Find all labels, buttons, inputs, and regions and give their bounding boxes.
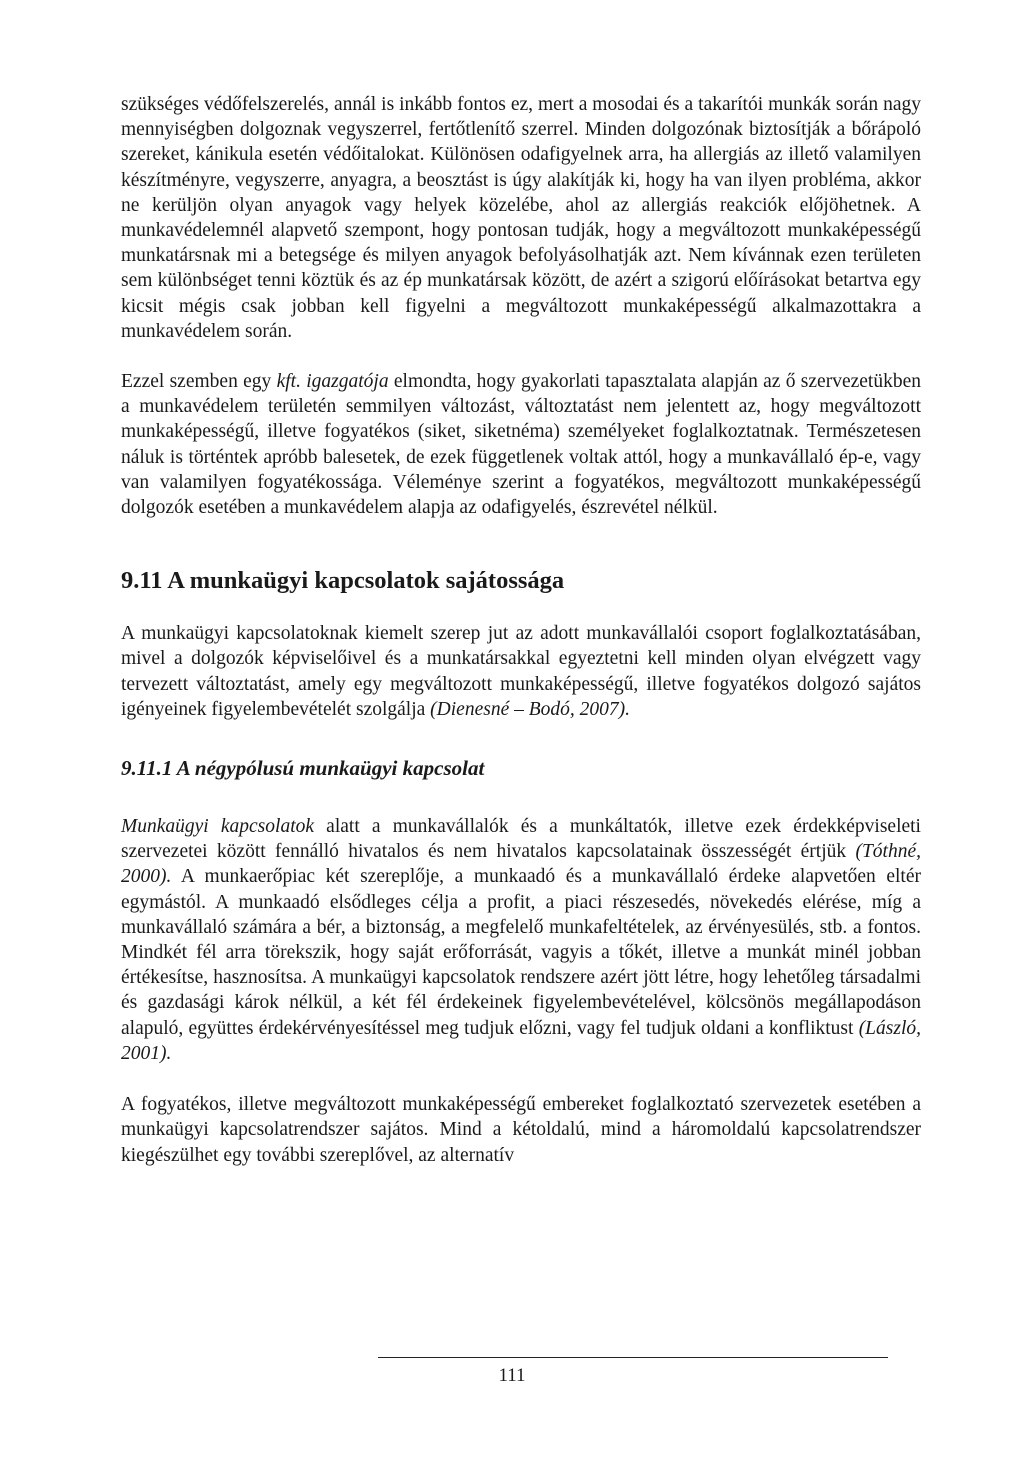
paragraph-definition	[121, 814, 921, 1066]
section-heading: 9.11 A munkaügyi kapcsolatok sajátossága	[121, 567, 565, 595]
paragraph-text: Ezzel szemben egy	[121, 371, 277, 393]
footer-divider	[378, 1357, 888, 1358]
paragraph-text: elmondta, hogy gyakorlati tapasztalata alapján az ő szervezetükben a munkavédelem területén semmilyen változást, változtatást nem jelentett az, hogy megváltozott munkaképességű, illetve fogyatékos (siket, siketnéma) személyeket foglalkoztatnak. Természetesen náluk is történtek apróbb balesetek, de ezek függetlenek voltak attól, hogy a munkavállaló ép-e, vagy van valamilyen fogyatékossága. Véleménye szerint a fogyatékos, megváltozott munkaképességű dolgozók esetében a munkavédelem alapja az odafigyelés, észrevétel nélkül.	[121, 371, 921, 519]
subsection-heading: 9.11.1 A négypólusú munkaügyi kapcsolat	[121, 756, 485, 781]
paragraph-text: A munkaerőpiac két szereplője, a munkaadó és a munkavállaló érdeke alapvetően eltér egymástól. A munkaadó elsődleges célja a profit, a piaci részesedés, növekedés elérése, míg a munkavállaló számára a bér, a biztonság, a megfelelő munkafeltételek, az érvényesülés, stb. a fontos. Mindkét fél arra törekszik, hogy saját erőforrását, vagyis a tőkét, illetve a munkát minél jobban értékesítse, hasznosítsa. A munkaügyi kapcsolatok rendszere azért jött létre, hogy lehetőleg társadalmi és gazdasági károk nélkül, a két fél érdekeinek figyelembevételével, kölcsönös megállapodáson alapuló, együttes érdekérvényesítéssel meg tudjuk előzni, vagy fel tudjuk oldani a konfliktust	[121, 866, 921, 1039]
document-page	[121, 92, 921, 1168]
paragraph-labor-relations	[121, 621, 921, 722]
paragraph-company-director	[121, 369, 921, 520]
paragraph-workplace-safety: szükséges védőfelszerelés, annál is inkább fontos ez, mert a mosodai és a takarítói munkák során nagy mennyiségben dolgoznak vegyszerrel, fertőtlenítő szerrel. Minden dolgozónak biztosítják a bőrápoló szereket, kánikula esetén védőitalokat. Különösen odafigyelnek arra, ha allergiás az illető valamilyen készítményre, vegyszerre, anyagra, a beosztást is úgy alakítják ki, hogy ha van ilyen probléma, akkor ne kerüljön olyan anyagok vagy helyek közelébe, ahol az allergiás reakciók előjöhetnek. A munkavédelemnél alapvető szempont, hogy pontosan tudják, hogy a megváltozott munkaképességű munkatársnak mi a betegsége és milyen anyagok befolyásolhatják azt. Nem kívánnak ezen területen sem különbséget tenni köztük és az ép munkatársak között, de azért a szigorú előírásokat betartva egy kicsit mégis csak jobban kell figyelni a megváltozott munkaképességű alkalmazottakra a munkavédelem során.	[121, 94, 921, 342]
emphasis-text: kft. igazgatója	[276, 371, 389, 393]
citation: (László, 2001).	[121, 1017, 921, 1064]
paragraph-text: alatt a munkavállalók és a munkáltatók, illetve ezek érdekképviseleti szervezetei között fennálló hivatalos és nem hivatalos kapcsolatainak összességét értjük	[121, 816, 921, 863]
term-definition: Munkaügyi kapcsolatok	[121, 816, 315, 838]
page-number: 111	[498, 1365, 526, 1386]
paragraph-disabled-employers: A fogyatékos, illetve megváltozott munkaképességű embereket foglalkoztató szervezetek esetében a munkaügyi kapcsolatrendszer sajátos. Mind a kétoldalú, mind a háromoldalú kapcsolatrendszer kiegészülhet egy további szereplővel, az alternatív	[121, 1094, 921, 1166]
paragraph-text: A munkaügyi kapcsolatoknak kiemelt szerep jut az adott munkavállalói csoport foglalkoztatásában, mivel a dolgozók képviselőivel és a munkatársakkal egyeztetni kell minden olyan elvégzett vagy tervezett változtatást, amely egy megváltozott munkaképességű, illetve fogyatékos dolgozó sajátos igényeinek figyelembevételét szolgálja	[121, 623, 921, 720]
citation: (Dienesné – Bodó, 2007).	[430, 698, 630, 720]
citation: (Tóthné, 2000).	[121, 841, 921, 888]
